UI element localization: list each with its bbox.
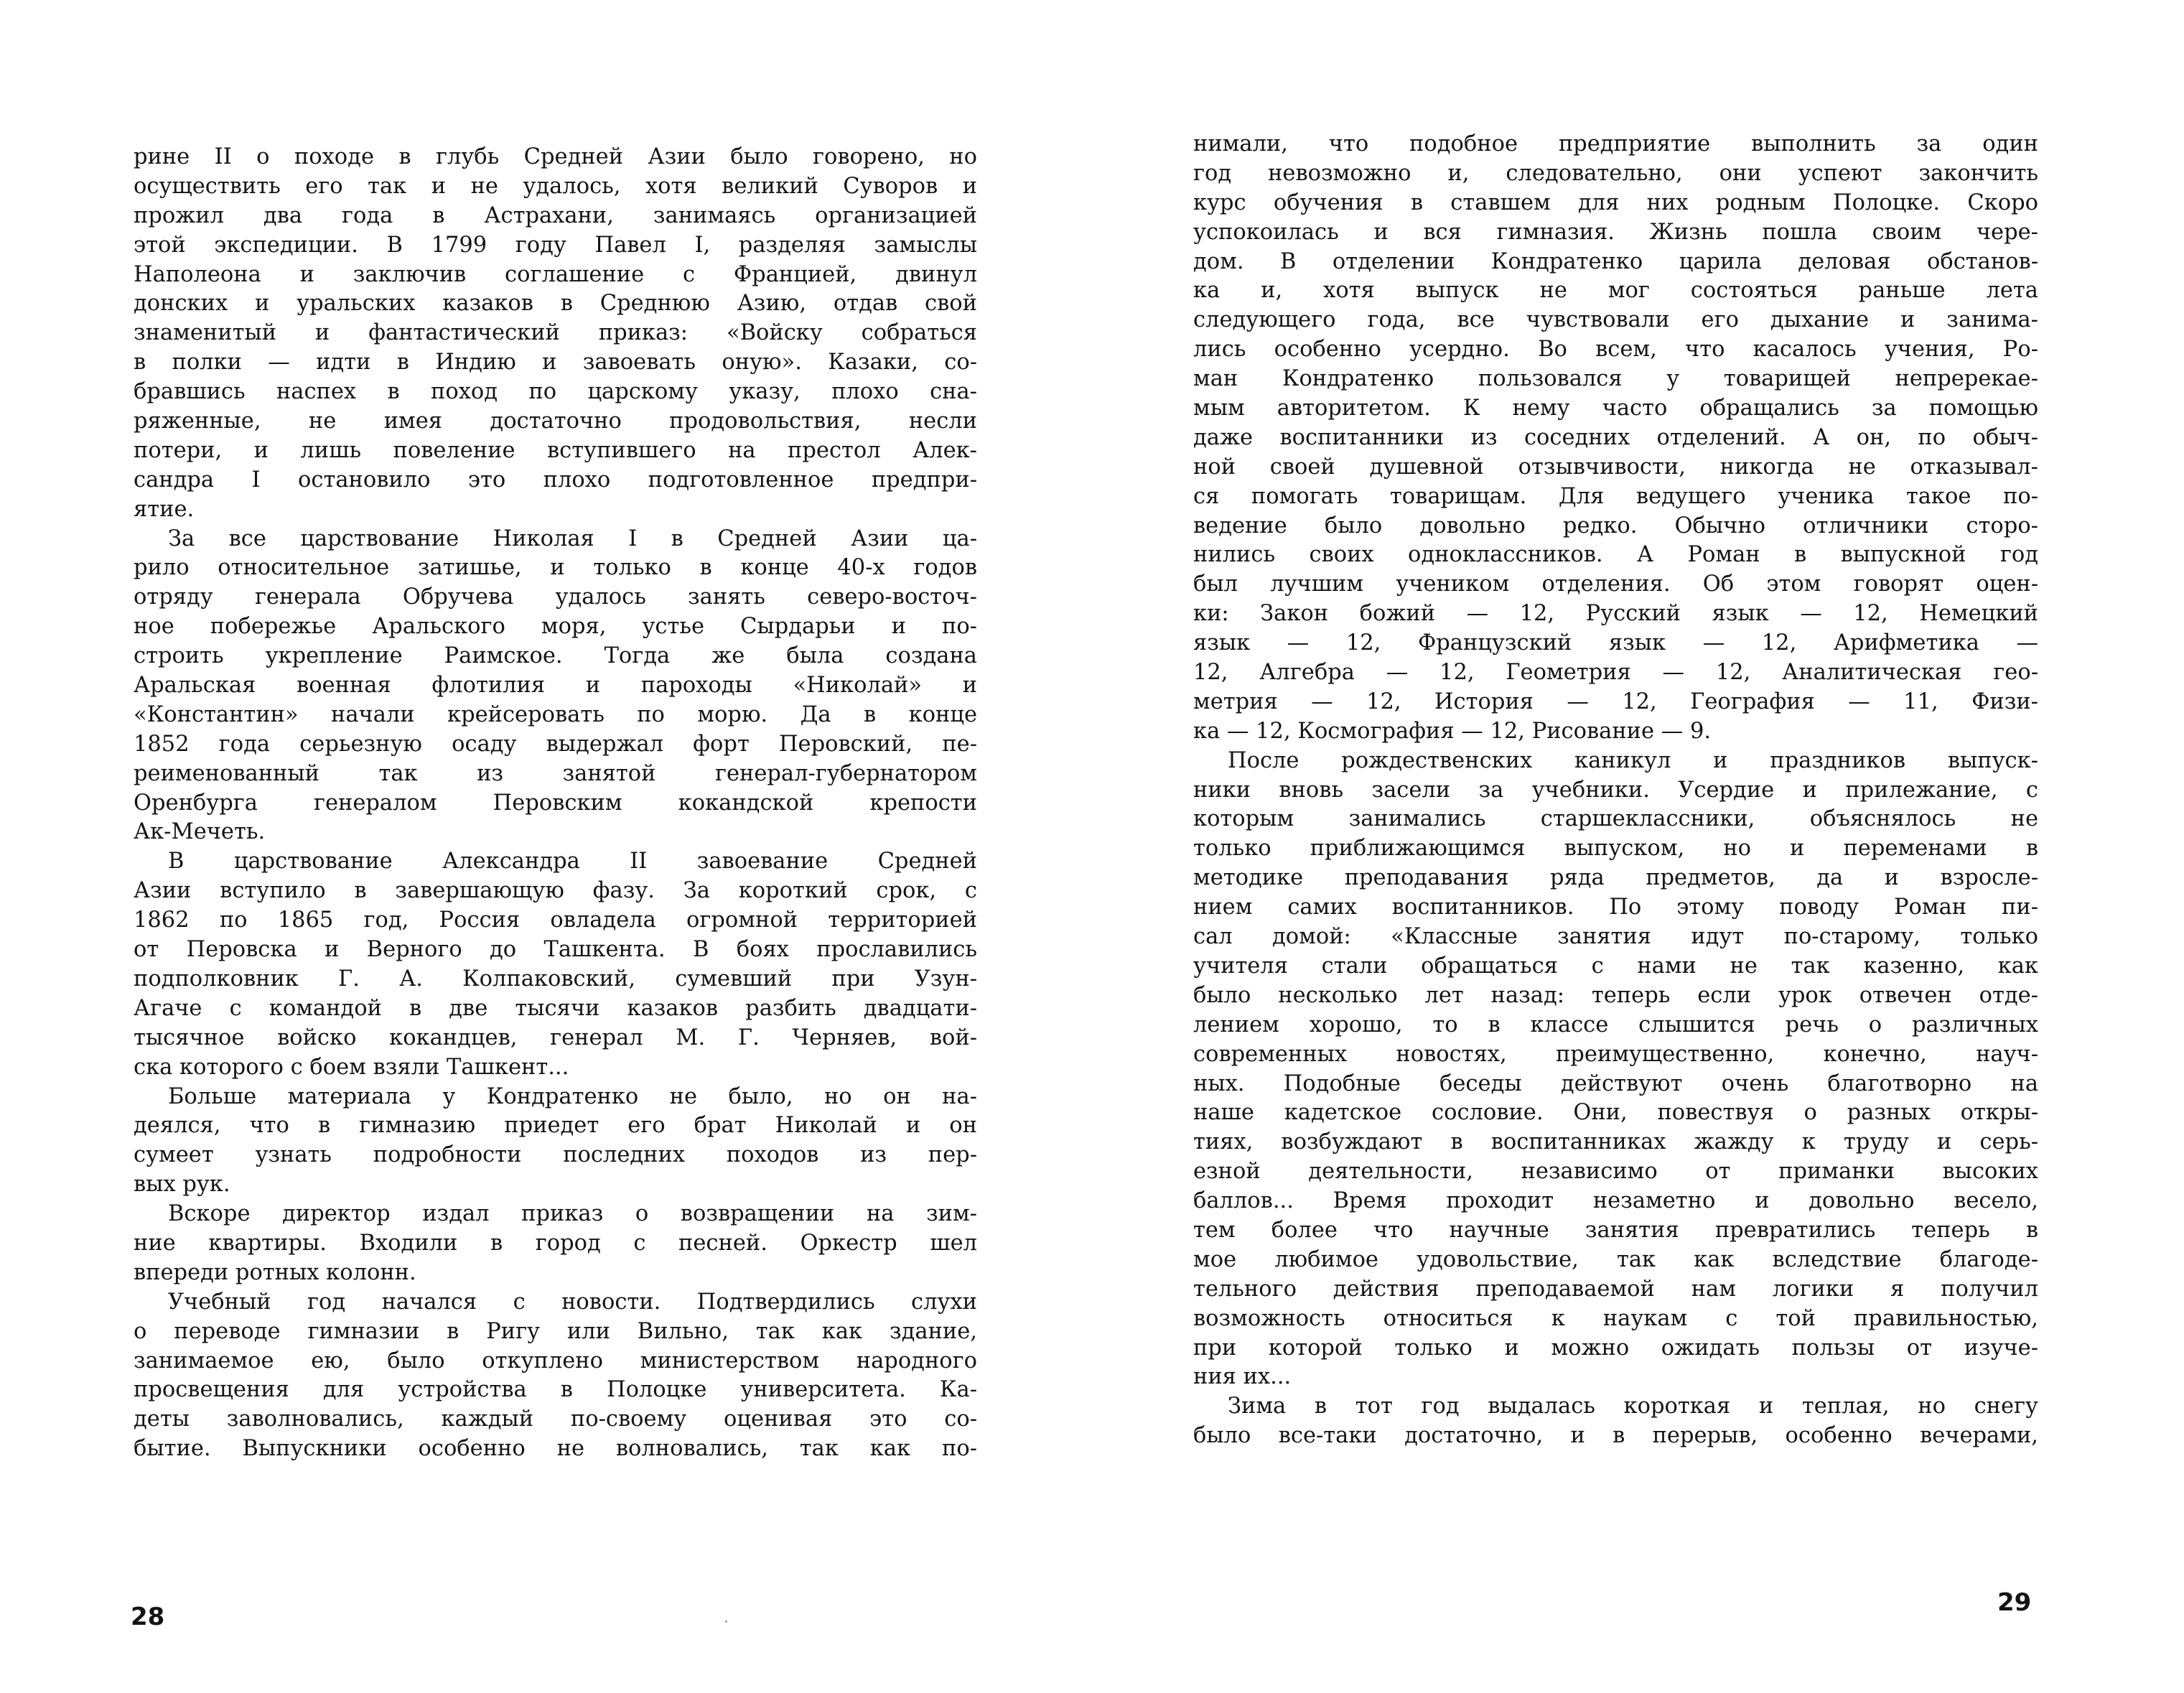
text-line: только приближающимся выпуском, но и переменами в (1193, 836, 2038, 862)
text-line: баллов... Время проходит незаметно и довольно весело, (1193, 1188, 2038, 1214)
text-line: рило относительное затишье, и только в конце 40-х годов (134, 555, 977, 581)
text-line: современных новостях, преимущественно, конечно, науч- (1193, 1041, 2038, 1067)
text-line: сал домой: «Классные занятия идут по-старому, только (1193, 924, 2038, 950)
text-line: реименованный так из занятой генерал-губернатором (134, 760, 977, 786)
text-line: бытие. Выпускники особенно не волновались, так как по- (134, 1436, 977, 1462)
text-line: 1862 по 1865 год, Россия овладела огромной территорией (134, 908, 977, 933)
text-line: ка и, хотя выпуск не мог состояться раньше лета (1193, 278, 2038, 304)
text-line: донских и уральских казаков в Среднюю Азию, отдав свой (134, 291, 977, 317)
text-line: ятие. (134, 496, 195, 522)
text-line: в полки — идти в Индию и завоевать оную». Казаки, со- (134, 350, 977, 376)
text-line: ное побережье Аральского моря, устье Сырдарьи и по- (134, 614, 977, 640)
text-line: ния их... (1193, 1364, 1292, 1390)
text-line: После рождественских каникул и праздников выпуск- (1228, 747, 2038, 773)
text-line: осуществить его так и не удалось, хотя великий Суворов и (134, 173, 977, 199)
text-line: деялся, что в гимназию приедет его брат Николай и он (134, 1113, 977, 1139)
text-line: язык — 12, Французский язык — 12, Арифметика — (1193, 630, 2038, 656)
text-line: занимаемое ею, было откуплено министерством народного (134, 1348, 977, 1373)
left-page-text (134, 143, 977, 1464)
text-line: Вскоре директор издал приказ о возвращении на зим- (168, 1201, 977, 1227)
text-line: бравшись наспех в поход по царскому указу, плохо сна- (134, 379, 977, 405)
text-line: год невозможно и, следовательно, они успеют закончить (1193, 160, 2038, 186)
text-line: прожил два года в Астрахани, занимаясь организацией (134, 202, 977, 228)
text-line: нились своих одноклассников. А Роман в выпускной год (1193, 542, 2038, 568)
text-line: Больше материала у Кондратенко не было, но он на- (168, 1083, 977, 1109)
text-line: даже воспитанники из соседних отделений. А он, по обыч- (1193, 424, 2038, 450)
text-line: ман Кондратенко пользовался у товарищей непререкае- (1193, 366, 2038, 392)
text-line: было несколько лет назад: теперь если урок отвечен отде- (1193, 982, 2038, 1008)
left-page-number: 28 (131, 1603, 165, 1631)
text-line: о переводе гимназии в Ригу или Вильно, так как здание, (134, 1318, 977, 1344)
text-line: ной своей душевной отзывчивости, никогда не отказывал- (1193, 454, 2038, 480)
text-line: езной деятельности, независимо от приманки высоких (1193, 1159, 2038, 1185)
text-line: сумеет узнать подробности последних походов из пер- (134, 1142, 977, 1168)
text-line: 12, Алгебра — 12, Геометрия — 12, Аналитическая гео- (1193, 660, 2038, 686)
text-line: тем более что научные занятия превратились теперь в (1193, 1217, 2038, 1243)
text-line: метрия — 12, История — 12, География — 11, Физи- (1193, 689, 2038, 714)
text-line: Азии вступило в завершающую фазу. За короткий срок, с (134, 878, 977, 904)
text-line: строить укрепление Раимское. Тогда же была создана (134, 643, 977, 669)
text-line: В царствование Александра II завоевание Средней (168, 849, 977, 875)
text-line: знаменитый и фантастический приказ: «Войску собраться (134, 320, 977, 346)
text-line: учителя стали обращаться с нами не так казенно, как (1193, 953, 2038, 979)
text-line: следующего года, все чувствовали его дыхание и занима- (1193, 307, 2038, 333)
text-line: которым занимались старшеклассники, объяснялось не (1193, 806, 2038, 832)
text-line: лением хорошо, то в классе слышится речь о различных (1193, 1012, 2038, 1037)
text-line: нимали, что подобное предприятие выполнить за один (1193, 131, 2038, 157)
text-line: вых рук. (134, 1172, 230, 1198)
text-line: нием самих воспитанников. По этому поводу Роман пи- (1193, 895, 2038, 920)
text-line: ных. Подобные беседы действуют очень благотворно на (1193, 1071, 2038, 1096)
text-line: от Перовска и Верного до Ташкента. В боях прославились (134, 937, 977, 963)
text-line: За все царствование Николая I в Средней Азии ца- (168, 526, 977, 551)
text-line: тысячное войско кокандцев, генерал М. Г. Черняев, вой- (134, 1025, 977, 1050)
text-line: мое любимое удовольствие, так как вследствие благоде- (1193, 1246, 2038, 1272)
text-line: тиях, возбуждают в воспитанниках жажду к труду и серь- (1193, 1129, 2038, 1155)
right-page-number: 29 (1997, 1588, 2032, 1617)
text-line: лись особенно усердно. Во всем, что касалось учения, Ро- (1193, 337, 2038, 363)
text-line: впереди ротных колонн. (134, 1259, 416, 1285)
text-line: было все-таки достаточно, и в перерыв, особенно вечерами, (1193, 1423, 2038, 1449)
text-line: потери, и лишь повеление вступившего на престол Алек- (134, 437, 977, 463)
text-line: ся помогать товарищам. Для ведущего ученика такое по- (1193, 483, 2038, 509)
text-line: дом. В отделении Кондратенко царила деловая обстанов- (1193, 248, 2038, 274)
text-line: Наполеона и заключив соглашение с Францией, двинул (134, 261, 977, 287)
text-line: сандра I остановило это плохо подготовленное предпри- (134, 467, 977, 493)
text-line: возможность относиться к наукам с той правильностью, (1193, 1305, 2038, 1331)
text-line: ряженные, не имея достаточно продовольствия, несли (134, 409, 977, 434)
text-line: ники вновь засели за учебники. Усердие и прилежание, с (1193, 777, 2038, 803)
text-line: мым авторитетом. К нему часто обращались за помощью (1193, 396, 2038, 421)
text-line: просвещения для устройства в Полоцке университета. Ка- (134, 1377, 977, 1403)
text-line: ка — 12, Космография — 12, Рисование — 9. (1193, 718, 1712, 744)
text-line: Зима в тот год выдалась короткая и теплая, но снегу (1228, 1394, 2038, 1419)
text-line: тельного действия преподаваемой нам логики я получил (1193, 1276, 2038, 1302)
text-line: «Константин» начали крейсеровать по морю. Да в конце (134, 701, 977, 727)
text-line: был лучшим учеником отделения. Об этом говорят оцен- (1193, 572, 2038, 597)
text-line: наше кадетское сословие. Они, повествуя о разных откры- (1193, 1100, 2038, 1126)
paper-speck (725, 1620, 727, 1623)
text-line: Оренбурга генералом Перовским кокандской крепости (134, 790, 977, 816)
text-line: этой экспедиции. В 1799 году Павел I, разделяя замыслы (134, 232, 977, 258)
text-line: ска которого с боем взяли Ташкент... (134, 1054, 569, 1080)
text-line: методике преподавания ряда предметов, да и взросле- (1193, 865, 2038, 891)
text-line: рине II о походе в глубь Средней Азии было говорено, но (134, 144, 977, 169)
right-page (1092, 0, 2184, 1693)
text-line: ведение было довольно редко. Обычно отличники сторо- (1193, 513, 2038, 538)
text-line: ки: Закон божий — 12, Русский язык — 12, Немецкий (1193, 601, 2038, 627)
text-line: Агаче с командой в две тысячи казаков разбить двадцати- (134, 995, 977, 1021)
text-line: отряду генерала Обручева удалось занять северо-восточ- (134, 584, 977, 610)
right-page-text (1193, 130, 2038, 1451)
text-line: ние квартиры. Входили в город с песней. Оркестр шел (134, 1230, 977, 1256)
text-line: 1852 года серьезную осаду выдержал форт Перовский, пе- (134, 731, 977, 757)
text-line: подполковник Г. А. Колпаковский, сумевший при Узун- (134, 966, 977, 992)
text-line: Ак-Мечеть. (134, 819, 266, 845)
text-line: курс обучения в ставшем для них родным Полоцке. Скоро (1193, 190, 2038, 215)
text-line: Аральская военная флотилия и пароходы «Николай» и (134, 673, 977, 699)
text-line: Учебный год начался с новости. Подтвердились слухи (168, 1289, 977, 1315)
text-line: успокоилась и вся гимназия. Жизнь пошла своим чере- (1193, 219, 2038, 245)
text-line: при которой только и можно ожидать пользы от изуче- (1193, 1335, 2038, 1361)
text-line: деты заволновались, каждый по-своему оценивая это со- (134, 1407, 977, 1432)
